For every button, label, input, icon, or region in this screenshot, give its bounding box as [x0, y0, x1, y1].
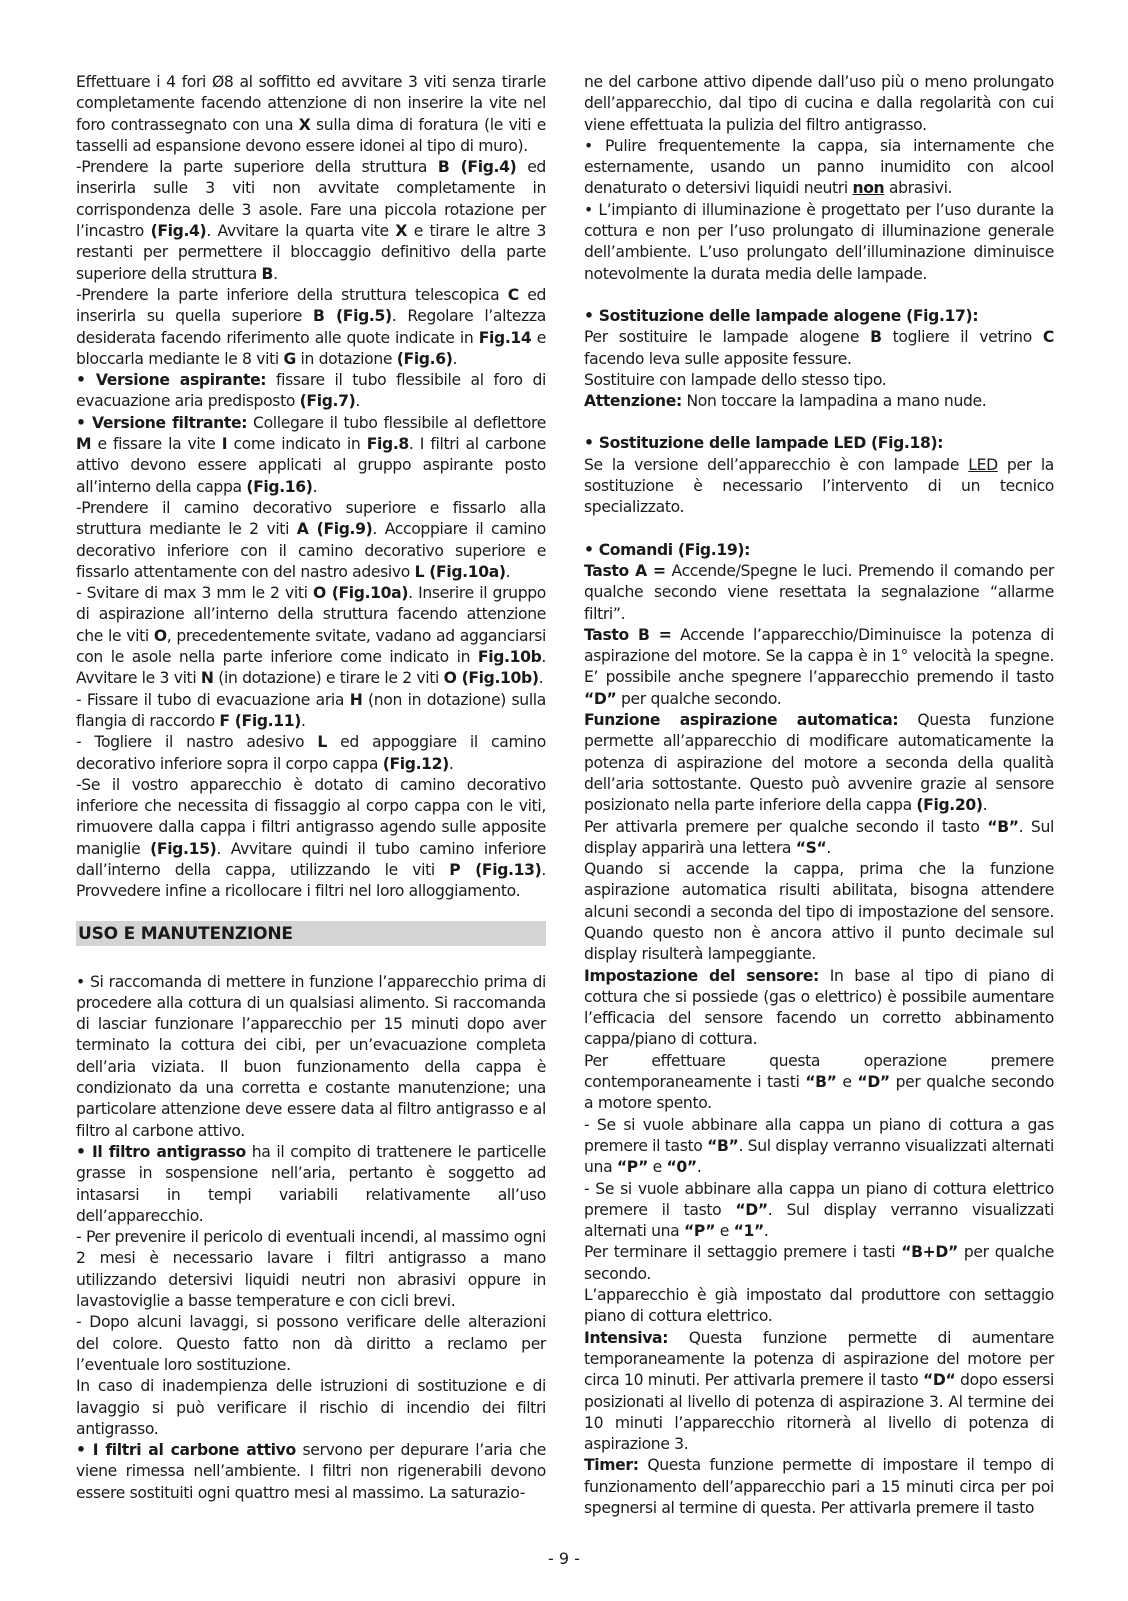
page-number: - 9 -: [548, 1549, 580, 1568]
halogen-paragraph: Per sostituire le lampade alogene B togliere il vetrino C facendo leva sulle apposite fessure.: [584, 328, 1054, 368]
maintenance-paragraph-3: - Per prevenire il pericolo di eventuali incendi, al massimo ogni 2 mesi è necessario lavare i filtri antigrasso a mano utilizzando detersivi liquidi neutri non abrasivi oppure in lavastoviglie a basse temperature e con cicli brevi.: [76, 1228, 546, 1311]
install-paragraph-10: -Se il vostro apparecchio è dotato di camino decorativo inferiore che necessita di fissaggio al corpo cappa con le viti, rimuovere dalla cappa i filtri antigrasso agendo sulle apposite maniglie (Fig.15). Avvitare quindi il tubo camino inferiore dall’interno della cappa, utilizzando le viti P (Fig.13). Provvedere infine a ricollocare i filtri nel loro alloggiamento.: [76, 775, 546, 901]
maintenance-paragraph-5: In caso di inadempienza delle istruzioni di sostituzione e di lavaggio si può verificare il rischio di incendio dei filtri antigrasso.: [76, 1377, 546, 1438]
sensor-setting-paragraph: Impostazione del sensore: In base al tipo di piano di cottura che si possiede (gas o elettrico) è possibile aumentare l’efficacia del sensore facendo un corretto abbinamento cappa/piano di cottura.: [584, 966, 1054, 1049]
auto-delay-paragraph: Quando si accende la cappa, prima che la funzione aspirazione automatica risulti abilitata, bisogna attendere alcuni secondi a seconda del tipo di impostazione del sensore. Quando questo non è ancora attivo il punto decimale sul display risulterà lampeggiante.: [584, 860, 1054, 964]
install-paragraph-7: - Svitare di max 3 mm le 2 viti O (Fig.10a). Inserire il gruppo di aspirazione all’interno della struttura facendo attenzione che le viti O, precedentemente svitate, vadano ad agganciarsi con le asole nella parte inferiore come indicato in Fig.10b. Avvitare le 3 viti N (in dotazione) e tirare le 2 viti O (Fig.10b).: [76, 584, 547, 688]
install-paragraph-6: -Prendere il camino decorativo superiore e fissarlo alla struttura mediante le 2 viti A (Fig.9). Accoppiare il camino decorativo inferiore con il camino decorativo superiore e fissarlo attentamente con del nastro adesivo L (Fig.10a).: [76, 498, 546, 581]
led-heading: • Sostituzione delle lampade LED (Fig.18):: [584, 434, 944, 453]
button-a-paragraph: Tasto A = Accende/Spegne le luci. Premendo il comando per qualche secondo viene resettata la segnalazione “allarme filtri”.: [584, 561, 1054, 623]
lighting-paragraph: • L’impianto di illuminazione è progettato per l’uso durante la cottura e non per l’uso prolungato di illuminazione generale dell’ambiente. L’uso prolungato dell’illuminazione diminuisce notevolmente la durata media delle lampade.: [584, 200, 1054, 283]
led-paragraph: Se la versione dell’apparecchio è con lampade LED per la sostituzione è necessario l’intervento di un tecnico specializzato.: [584, 455, 1055, 517]
intensive-paragraph: Intensiva: Questa funzione permette di aumentare temporaneamente la potenza di aspirazione del motore per circa 10 minuti. Per attivarla premere il tasto “D“ dopo essersi posizionati al livello di potenza di aspirazione 3. Al termine dei 10 minuti l’apparecchio ritornerà al livello di potenza di aspirazione 3.: [584, 1328, 1054, 1454]
attention-paragraph: Attenzione: Non toccare la lampadina a mano nude.: [584, 392, 987, 411]
halogen-same-type-paragraph: Sostituire con lampade dello stesso tipo.: [584, 370, 887, 389]
controls-heading: • Comandi (Fig.19):: [584, 540, 750, 559]
section-heading: USO E MANUTENZIONE: [76, 921, 546, 946]
auto-function-paragraph: Funzione aspirazione automatica: Questa funzione permette all’apparecchio di modificare automaticamente la potenza di aspirazione del motore a seconda della qualità dell’aria sottostante. Questo può avvenire grazie al sensore posizionato nella parte inferiore della cappa (Fig.20).: [584, 711, 1054, 815]
sensor-finish-paragraph: Per terminare il settaggio premere i tasti “B+D” per qualche secondo.: [584, 1243, 1054, 1283]
version-filtering-paragraph: • Versione filtrante: Collegare il tubo flessibile al deflettore M e fissare la vite I come indicato in Fig.8. I filtri al carbone attivo devono essere applicati al gruppo aspirante posto all’interno della cappa (Fig.16).: [76, 413, 547, 496]
right-column: [584, 72, 1054, 1519]
maintenance-paragraph-1: • Si raccomanda di mettere in funzione l’apparecchio prima di procedere alla cottura di un qualsiasi alimento. Si raccomanda di lasciar funzionare l’apparecchio per 15 minuti dopo aver terminato la cottura dei cibi, per un’evacuazione completa dell’aria viziata. Il buon funzionamento della cappa è condizionato da una corretta e costante manutenzione; una particolare attenzione deve essere data al filtro antigrasso e al filtro al carbone attivo.: [76, 972, 546, 1140]
button-b-paragraph: Tasto B = Accende l’apparecchio/Diminuisce la potenza di aspirazione del motore. Se la cappa è in 1° velocità la spegne. E’ possibile anche spegnere l’apparecchio premendo il tasto “D” per qualche secondo.: [584, 625, 1054, 708]
cleaning-paragraph: • Pulire frequentemente la cappa, sia internamente che esternamente, usando un panno inumidito con alcool denaturato o detersivi liquidi neutri non abrasivi.: [584, 136, 1054, 198]
version-aspirating-paragraph: • Versione aspirante: fissare il tubo flessibile al foro di evacuazione aria predisposto (Fig.7).: [76, 371, 546, 411]
sensor-gas-paragraph: - Se si vuole abbinare alla cappa un piano di cottura a gas premere il tasto “B”. Sul display verranno visualizzati alternati una “P” e “0”.: [584, 1115, 1054, 1177]
install-paragraph-8: - Fissare il tubo di evacuazione aria H (non in dotazione) sulla flangia di raccordo F (Fig.11).: [76, 690, 546, 730]
left-column: [76, 72, 546, 1504]
sensor-electric-paragraph: - Se si vuole abbinare alla cappa un piano di cottura elettrico premere il tasto “D”. Sul display verranno visualizzati alternati una “P” e “1”.: [584, 1179, 1054, 1241]
install-paragraph-1: Effettuare i 4 fori Ø8 al soffitto ed avvitare 3 viti senza tirarle completamente facendo attenzione di non inserire la vite nel foro contrassegnato con una X sulla dima di foratura (le viti e tasselli ad espansione devono essere idonei al tipo di muro).: [76, 73, 547, 155]
install-paragraph-2: -Prendere la parte superiore della struttura B (Fig.4) ed inserirla sulle 3 viti non avvitate completamente in corrispondenza delle 3 asole. Fare una piccola rotazione per l’incastro (Fig.4). Avvitare la quarta vite X e tirare le altre 3 restanti per permettere il bloccaggio definitivo della parte superiore della struttura B.: [76, 158, 547, 283]
install-paragraph-3: -Prendere la parte inferiore della struttura telescopica C ed inserirla su quella superiore B (Fig.5). Regolare l’altezza desiderata facendo riferimento alle quote indicate in Fig.14 e bloccarla mediante le 8 viti G in dotazione (Fig.6).: [76, 285, 546, 368]
auto-activate-paragraph: Per attivarla premere per qualche secondo il tasto “B”. Sul display apparirà una lettera “S“.: [584, 817, 1054, 857]
timer-paragraph: Timer: Questa funzione permette di impostare il tempo di funzionamento dell’apparecchio pari a 15 minuti circa per poi spegnersi al termine di questa. Per attivarla premere il tasto: [584, 1456, 1054, 1517]
factory-setting-paragraph: L’apparecchio è già impostato dal produttore con settaggio piano di cottura elettrico.: [584, 1286, 1054, 1326]
carbon-continuation-paragraph: ne del carbone attivo dipende dall’uso più o meno prolungato dell’apparecchio, dal tipo di cucina e dalla regolarità con cui viene effettuata la pulizia del filtro antigrasso.: [584, 73, 1054, 134]
grease-filter-paragraph: • Il filtro antigrasso ha il compito di trattenere le particelle grasse in sospensione nell’aria, pertanto è soggetto ad intasarsi in tempi variabili relativamente all’uso dell’apparecchio.: [76, 1142, 546, 1225]
halogen-heading: • Sostituzione delle lampade alogene (Fig.17):: [584, 306, 979, 325]
carbon-filter-paragraph: • I filtri al carbone attivo servono per depurare l’aria che viene rimessa nell’ambiente. I filtri non rigenerabili devono essere sostituiti ogni quattro mesi al massimo. La saturazio-: [76, 1441, 546, 1502]
sensor-procedure-paragraph: Per effettuare questa operazione premere contemporaneamente i tasti “B” e “D” per qualche secondo a motore spento.: [584, 1051, 1055, 1113]
maintenance-paragraph-4: - Dopo alcuni lavaggi, si possono verificare delle alterazioni del colore. Questo fatto non dà diritto a reclamo per l’eventuale loro sostituzione.: [76, 1313, 546, 1374]
install-paragraph-9: - Togliere il nastro adesivo L ed appoggiare il camino decorativo inferiore sopra il corpo cappa (Fig.12).: [76, 733, 546, 773]
